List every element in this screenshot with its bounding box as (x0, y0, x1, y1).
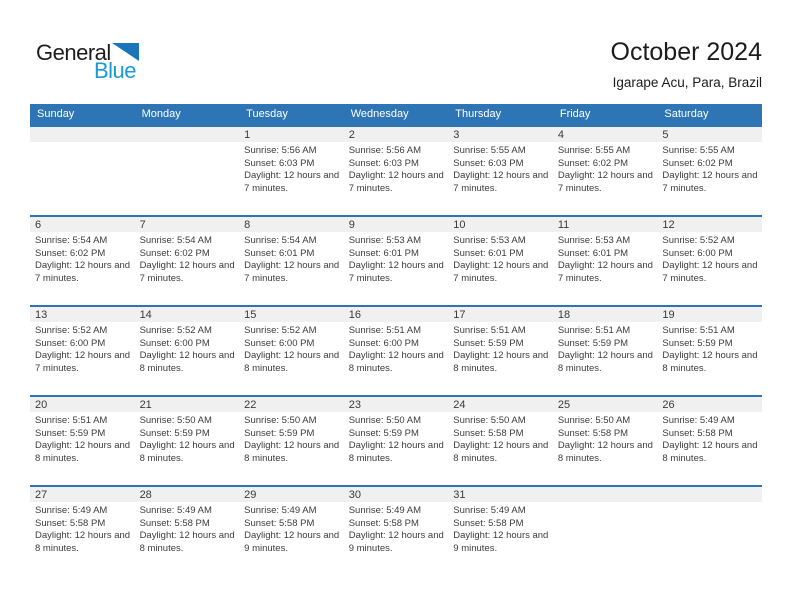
daylight-text: Daylight: 12 hours and 8 minutes. (244, 440, 340, 464)
sunrise-text: Sunrise: 5:53 AM (348, 235, 422, 246)
day-cell (448, 487, 553, 575)
day-cell (30, 217, 135, 305)
daylight-text: Daylight: 12 hours and 9 minutes. (453, 530, 549, 554)
day-details (30, 322, 135, 375)
sunset-text: Sunset: 5:58 PM (348, 517, 419, 529)
sunrise-text: Sunrise: 5:49 AM (662, 415, 735, 426)
day-number (30, 127, 135, 142)
sunrise-text: Sunrise: 5:49 AM (348, 505, 422, 516)
sunset-text: Sunset: 5:58 PM (453, 517, 524, 529)
sunset-text: Sunset: 5:59 PM (348, 427, 419, 439)
sunset-text: Sunset: 5:58 PM (662, 427, 733, 439)
day-number: 8 (239, 217, 344, 232)
day-cell (135, 487, 240, 575)
sunrise-text: Sunrise: 5:50 AM (139, 415, 212, 426)
day-details (30, 232, 135, 285)
day-details (30, 412, 135, 465)
day-cell (135, 217, 240, 305)
sunset-text: Sunset: 5:59 PM (139, 427, 210, 439)
title-block (611, 38, 763, 90)
day-cell (135, 307, 240, 395)
weekday-header-wednesday: Wednesday (350, 108, 409, 120)
day-details (448, 322, 553, 375)
day-cell (344, 397, 449, 485)
day-details (553, 412, 658, 465)
day-cell (239, 307, 344, 395)
page-title: October 2024 (610, 38, 762, 66)
day-details (239, 412, 344, 465)
sunrise-text: Sunrise: 5:51 AM (557, 325, 631, 336)
day-number: 17 (448, 307, 553, 322)
day-number: 7 (135, 217, 240, 232)
day-number: 12 (657, 217, 762, 232)
sunset-text: Sunset: 5:58 PM (453, 427, 524, 439)
day-details (344, 142, 449, 195)
sunset-text: Sunset: 6:02 PM (662, 157, 733, 169)
day-details (448, 502, 553, 555)
sunrise-text: Sunrise: 5:53 AM (453, 235, 526, 246)
day-cell (135, 397, 240, 485)
sunrise-text: Sunrise: 5:55 AM (453, 145, 526, 156)
daylight-text: Daylight: 12 hours and 8 minutes. (348, 350, 444, 374)
day-number: 21 (135, 397, 240, 412)
sunset-text: Sunset: 5:59 PM (662, 337, 733, 349)
sunrise-text: Sunrise: 5:54 AM (35, 235, 108, 246)
daylight-text: Daylight: 12 hours and 8 minutes. (557, 440, 653, 464)
sunset-text: Sunset: 5:59 PM (244, 427, 315, 439)
day-number: 1 (239, 127, 344, 142)
day-details (135, 232, 240, 285)
day-cell (657, 217, 762, 305)
day-cell (239, 127, 344, 215)
sunrise-text: Sunrise: 5:50 AM (348, 415, 422, 426)
daylight-text: Daylight: 12 hours and 8 minutes. (139, 530, 235, 554)
daylight-text: Daylight: 12 hours and 7 minutes. (35, 260, 131, 284)
daylight-text: Daylight: 12 hours and 8 minutes. (348, 440, 444, 464)
day-details (657, 322, 762, 375)
sunrise-text: Sunrise: 5:50 AM (453, 415, 526, 426)
weekday-header-saturday: Saturday (664, 108, 709, 120)
weekday-header-tuesday: Tuesday (246, 108, 288, 120)
sunrise-text: Sunrise: 5:56 AM (348, 145, 422, 156)
day-details (344, 322, 449, 375)
sunrise-text: Sunrise: 5:55 AM (662, 145, 735, 156)
sunset-text: Sunset: 5:59 PM (35, 427, 106, 439)
sunrise-text: Sunrise: 5:53 AM (557, 235, 631, 246)
day-number: 5 (657, 127, 762, 142)
day-cell (448, 307, 553, 395)
daylight-text: Daylight: 12 hours and 8 minutes. (139, 350, 235, 374)
day-details (553, 142, 658, 195)
sunrise-text: Sunrise: 5:51 AM (35, 415, 108, 426)
daylight-text: Daylight: 12 hours and 8 minutes. (557, 350, 653, 374)
daylight-text: Daylight: 12 hours and 7 minutes. (662, 170, 758, 194)
day-number: 14 (135, 307, 240, 322)
day-cell (657, 397, 762, 485)
day-cell (553, 217, 658, 305)
day-details (135, 502, 240, 555)
day-details (448, 412, 553, 465)
sunrise-text: Sunrise: 5:51 AM (453, 325, 526, 336)
day-details (344, 502, 449, 555)
sunrise-text: Sunrise: 5:52 AM (244, 325, 317, 336)
sunset-text: Sunset: 6:02 PM (557, 157, 629, 169)
day-number: 19 (657, 307, 762, 322)
day-cell (448, 397, 553, 485)
sunset-text: Sunset: 5:58 PM (244, 517, 315, 529)
week-row (30, 485, 762, 575)
day-cell (344, 127, 449, 215)
day-number: 18 (553, 307, 658, 322)
weekday-header-row (30, 104, 762, 125)
daylight-text: Daylight: 12 hours and 7 minutes. (244, 170, 340, 194)
week-row (30, 215, 762, 305)
daylight-text: Daylight: 12 hours and 8 minutes. (244, 350, 340, 374)
weekday-header-friday: Friday (559, 108, 591, 120)
weekday-header-sunday: Sunday (37, 108, 75, 120)
page-subtitle: Igarape Acu, Para, Brazil (612, 75, 762, 90)
sunrise-text: Sunrise: 5:51 AM (348, 325, 422, 336)
day-details (344, 412, 449, 465)
day-cell (30, 307, 135, 395)
day-number: 30 (344, 487, 449, 502)
day-details (657, 412, 762, 465)
day-details (239, 322, 344, 375)
sunset-text: Sunset: 6:01 PM (557, 247, 629, 259)
sunset-text: Sunset: 6:01 PM (348, 247, 419, 259)
sunrise-text: Sunrise: 5:49 AM (244, 505, 317, 516)
day-number: 9 (344, 217, 449, 232)
day-details (239, 502, 344, 555)
sunset-text: Sunset: 6:00 PM (139, 337, 210, 349)
day-number: 3 (448, 127, 553, 142)
day-number (657, 487, 762, 502)
sunset-text: Sunset: 6:00 PM (662, 247, 733, 259)
sunrise-text: Sunrise: 5:50 AM (244, 415, 317, 426)
day-cell (239, 217, 344, 305)
day-details (135, 322, 240, 375)
sunset-text: Sunset: 5:59 PM (453, 337, 524, 349)
day-details (239, 142, 344, 195)
day-details (657, 232, 762, 285)
sunset-text: Sunset: 6:02 PM (35, 247, 106, 259)
sunset-text: Sunset: 5:58 PM (35, 517, 106, 529)
day-cell (30, 397, 135, 485)
day-cell (448, 217, 553, 305)
day-details (657, 142, 762, 195)
day-cell (344, 217, 449, 305)
sunrise-text: Sunrise: 5:49 AM (453, 505, 526, 516)
day-number: 27 (30, 487, 135, 502)
day-number: 4 (553, 127, 658, 142)
daylight-text: Daylight: 12 hours and 7 minutes. (139, 260, 235, 284)
daylight-text: Daylight: 12 hours and 7 minutes. (244, 260, 340, 284)
daylight-text: Daylight: 12 hours and 9 minutes. (348, 530, 444, 554)
day-number: 22 (239, 397, 344, 412)
day-details (553, 322, 658, 375)
day-cell (553, 127, 658, 215)
day-number (135, 127, 240, 142)
calendar-grid (30, 104, 762, 575)
day-cell (553, 397, 658, 485)
day-cell (553, 307, 658, 395)
daylight-text: Daylight: 12 hours and 7 minutes. (453, 170, 549, 194)
weeks-container (30, 125, 762, 575)
daylight-text: Daylight: 12 hours and 7 minutes. (453, 260, 549, 284)
empty-day-cell (30, 127, 135, 215)
logo (36, 40, 138, 84)
day-number: 2 (344, 127, 449, 142)
day-cell (448, 127, 553, 215)
empty-day-cell (135, 127, 240, 215)
daylight-text: Daylight: 12 hours and 8 minutes. (139, 440, 235, 464)
weekday-header-monday: Monday (141, 108, 181, 120)
sunrise-text: Sunrise: 5:49 AM (35, 505, 108, 516)
day-number: 29 (239, 487, 344, 502)
day-number: 25 (553, 397, 658, 412)
day-number: 28 (135, 487, 240, 502)
daylight-text: Daylight: 12 hours and 7 minutes. (662, 260, 758, 284)
daylight-text: Daylight: 12 hours and 7 minutes. (348, 170, 444, 194)
day-cell (657, 127, 762, 215)
day-cell (344, 487, 449, 575)
sunset-text: Sunset: 6:02 PM (139, 247, 210, 259)
sunset-text: Sunset: 6:03 PM (453, 157, 524, 169)
logo-text-general: General (36, 40, 111, 65)
day-cell (657, 307, 762, 395)
sunset-text: Sunset: 6:00 PM (348, 337, 419, 349)
sunset-text: Sunset: 6:01 PM (244, 247, 315, 259)
day-number: 10 (448, 217, 553, 232)
day-cell (239, 397, 344, 485)
day-details (135, 412, 240, 465)
day-number: 20 (30, 397, 135, 412)
day-details (448, 142, 553, 195)
sunset-text: Sunset: 6:03 PM (348, 157, 419, 169)
day-cell (30, 487, 135, 575)
sunrise-text: Sunrise: 5:54 AM (244, 235, 317, 246)
sunrise-text: Sunrise: 5:52 AM (139, 325, 212, 336)
sunset-text: Sunset: 5:58 PM (557, 427, 629, 439)
daylight-text: Daylight: 12 hours and 8 minutes. (453, 440, 549, 464)
week-row (30, 305, 762, 395)
day-number: 16 (344, 307, 449, 322)
sunrise-text: Sunrise: 5:52 AM (35, 325, 108, 336)
daylight-text: Daylight: 12 hours and 8 minutes. (35, 530, 131, 554)
day-number: 24 (448, 397, 553, 412)
sunrise-text: Sunrise: 5:51 AM (662, 325, 735, 336)
day-number: 26 (657, 397, 762, 412)
week-row (30, 125, 762, 215)
logo-text-blue: Blue (93, 58, 136, 83)
daylight-text: Daylight: 12 hours and 8 minutes. (35, 440, 131, 464)
sunrise-text: Sunrise: 5:52 AM (662, 235, 735, 246)
sunset-text: Sunset: 5:59 PM (557, 337, 629, 349)
day-cell (344, 307, 449, 395)
daylight-text: Daylight: 12 hours and 8 minutes. (453, 350, 549, 374)
sunset-text: Sunset: 6:00 PM (244, 337, 315, 349)
empty-day-cell (553, 487, 658, 575)
day-number: 31 (448, 487, 553, 502)
day-details (239, 232, 344, 285)
sunrise-text: Sunrise: 5:50 AM (557, 415, 631, 426)
day-details (30, 502, 135, 555)
day-number: 6 (30, 217, 135, 232)
sunrise-text: Sunrise: 5:49 AM (139, 505, 212, 516)
sunrise-text: Sunrise: 5:55 AM (557, 145, 631, 156)
week-row (30, 395, 762, 485)
sunrise-text: Sunrise: 5:56 AM (244, 145, 317, 156)
day-number: 11 (553, 217, 658, 232)
day-number: 13 (30, 307, 135, 322)
daylight-text: Daylight: 12 hours and 8 minutes. (662, 350, 758, 374)
sunset-text: Sunset: 6:03 PM (244, 157, 315, 169)
daylight-text: Daylight: 12 hours and 7 minutes. (557, 170, 653, 194)
daylight-text: Daylight: 12 hours and 8 minutes. (662, 440, 758, 464)
day-number: 15 (239, 307, 344, 322)
day-details (553, 232, 658, 285)
day-details (448, 232, 553, 285)
day-number (553, 487, 658, 502)
daylight-text: Daylight: 12 hours and 9 minutes. (244, 530, 340, 554)
day-cell (239, 487, 344, 575)
sunset-text: Sunset: 5:58 PM (139, 517, 210, 529)
sunset-text: Sunset: 6:01 PM (453, 247, 524, 259)
daylight-text: Daylight: 12 hours and 7 minutes. (557, 260, 653, 284)
weekday-header-thursday: Thursday (455, 108, 502, 120)
daylight-text: Daylight: 12 hours and 7 minutes. (348, 260, 444, 284)
sunrise-text: Sunrise: 5:54 AM (139, 235, 212, 246)
day-details (344, 232, 449, 285)
sunset-text: Sunset: 6:00 PM (35, 337, 106, 349)
empty-day-cell (657, 487, 762, 575)
daylight-text: Daylight: 12 hours and 7 minutes. (35, 350, 131, 374)
day-number: 23 (344, 397, 449, 412)
